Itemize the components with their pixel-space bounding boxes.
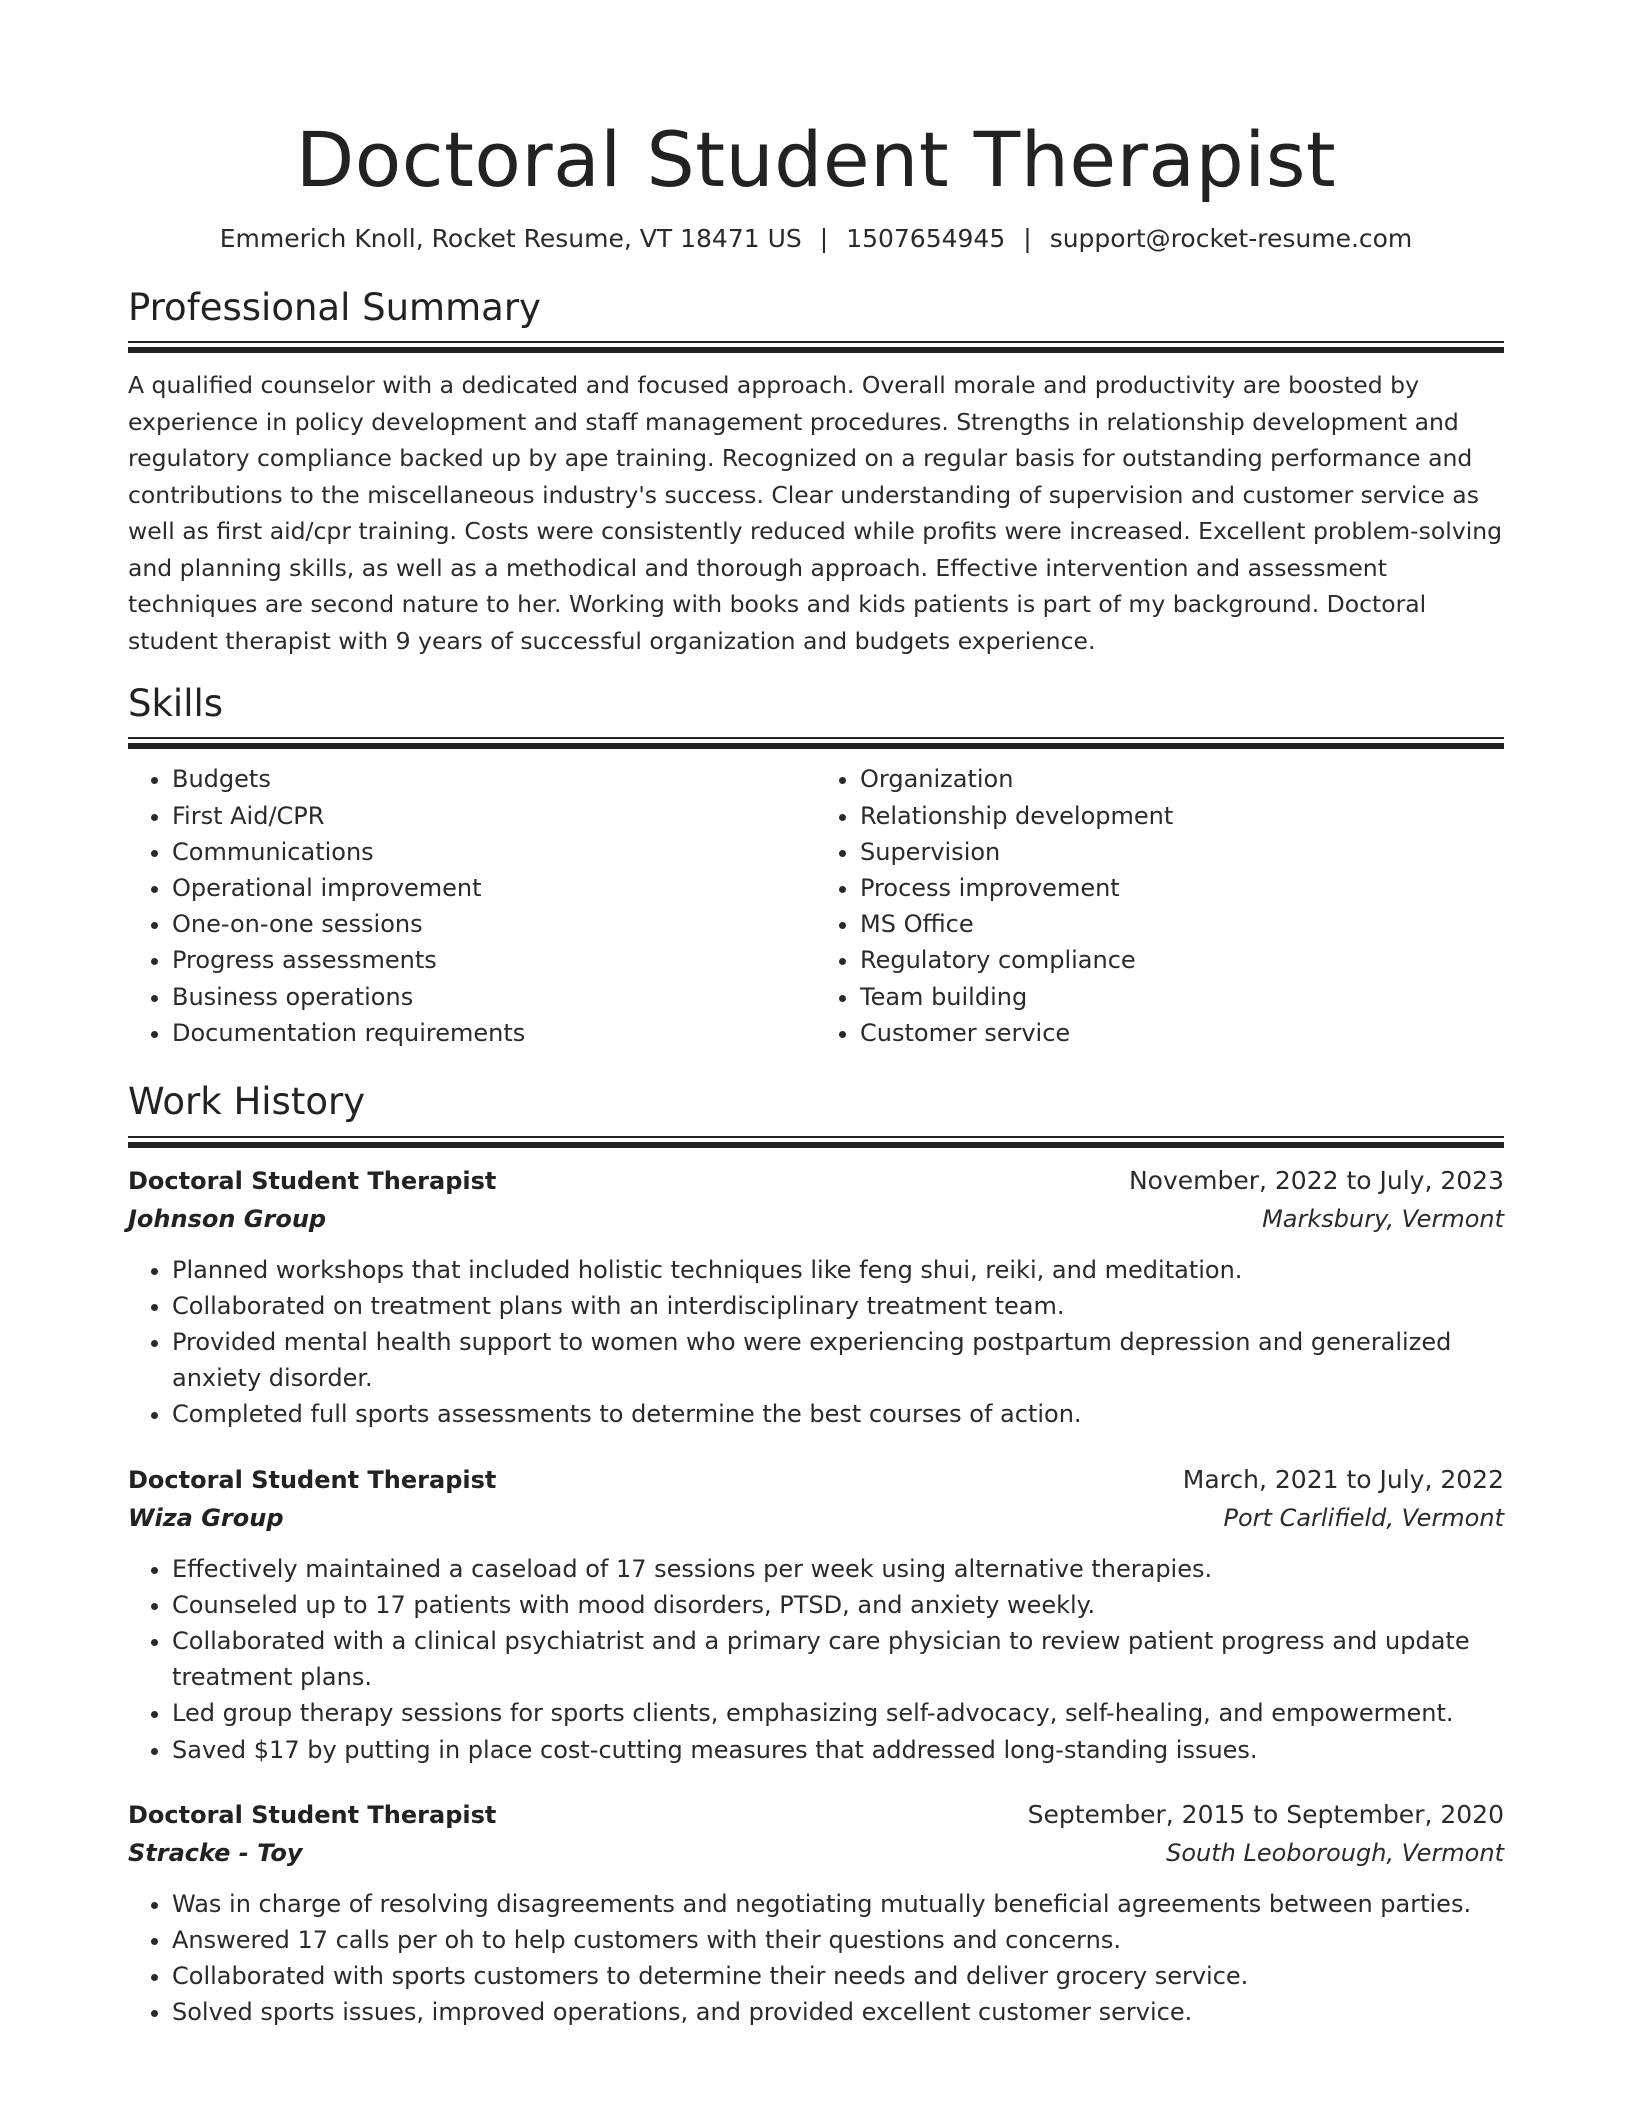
skill-item: • Progress assessments bbox=[172, 942, 816, 978]
job-location: Port Carlifield, Vermont bbox=[1223, 1503, 1504, 1532]
work-history-heading: Work History bbox=[128, 1080, 366, 1124]
contact-line bbox=[128, 224, 1504, 253]
skill-item: • Relationship development bbox=[860, 798, 1504, 834]
skills-list-right bbox=[816, 761, 1504, 1051]
skills-list-left bbox=[128, 761, 816, 1051]
skill-item: • Team building bbox=[860, 979, 1504, 1015]
work-history-section bbox=[128, 1081, 1504, 2031]
job-company-row bbox=[128, 1834, 1504, 1872]
job-company-row bbox=[128, 1200, 1504, 1238]
skills-heading: Skills bbox=[128, 681, 224, 725]
job-bullets bbox=[128, 1252, 1504, 1433]
job-company: Stracke - Toy bbox=[128, 1838, 303, 1867]
section-divider bbox=[128, 737, 1504, 749]
job-location: South Leoborough, Vermont bbox=[1166, 1838, 1504, 1867]
job-bullet: • Completed full sports assessments to determine the best courses of action. bbox=[172, 1396, 1504, 1432]
contact-separator: | bbox=[819, 223, 829, 253]
job-bullet: • Collaborated with a clinical psychiatrist and a primary care physician to review patient progress and update treatment plans. bbox=[172, 1623, 1504, 1695]
job-entry bbox=[128, 1796, 1504, 2031]
contact-separator: | bbox=[1023, 223, 1032, 253]
job-location: Marksbury, Vermont bbox=[1262, 1204, 1504, 1233]
job-bullets bbox=[128, 1551, 1504, 1768]
skill-item: • Supervision bbox=[860, 834, 1504, 870]
job-header-row bbox=[128, 1461, 1504, 1499]
job-bullet: • Collaborated on treatment plans with an interdisciplinary treatment team. bbox=[172, 1288, 1504, 1324]
skill-item: • Communications bbox=[172, 834, 816, 870]
job-bullets bbox=[128, 1886, 1504, 2031]
skill-item: • Organization bbox=[860, 761, 1504, 797]
job-title: Doctoral Student Therapist bbox=[128, 1800, 497, 1829]
skill-item: • Regulatory compliance bbox=[860, 942, 1504, 978]
summary-text: A qualified counselor with a dedicated and focused approach. Overall morale and productivity are boosted by experience in policy development and staff management procedures. Strengths in relationship development and regulatory compliance backed up by ape training. Recognized on a regular basis for outstanding performance and contributions to the miscellaneous industry's success. Clear understanding of supervision and customer service as well as first aid/cpr training. Costs were consistently reduced while profits were increased. Excellent problem-solving and planning skills, as well as a methodical and thorough approach. Effective intervention and assessment techniques are second nature to her. Working with books and kids patients is part of my background. Doctoral student therapist with 9 years of successful organization and budgets experience. bbox=[128, 371, 1503, 655]
job-bullet: • Collaborated with sports customers to determine their needs and deliver grocery service. bbox=[172, 1958, 1504, 1994]
job-header-row bbox=[128, 1796, 1504, 1834]
job-bullet: • Planned workshops that included holistic techniques like feng shui, reiki, and meditation. bbox=[172, 1252, 1504, 1288]
job-bullet: • Counseled up to 17 patients with mood disorders, PTSD, and anxiety weekly. bbox=[172, 1587, 1504, 1623]
summary-section bbox=[128, 287, 1504, 660]
job-bullet: • Answered 17 calls per oh to help customers with their questions and concerns. bbox=[172, 1922, 1504, 1958]
skill-item: • Operational improvement bbox=[172, 870, 816, 906]
job-bullet: • Saved $17 by putting in place cost-cutting measures that addressed long-standing issues. bbox=[172, 1732, 1504, 1768]
job-entry bbox=[128, 1461, 1504, 1768]
contact-phone: 1507654945 bbox=[846, 223, 1006, 253]
skills-columns bbox=[128, 761, 1504, 1051]
job-bullet: • Provided mental health support to women who were experiencing postpartum depression and generalized anxiety disorder. bbox=[172, 1324, 1504, 1396]
skills-section bbox=[128, 683, 1504, 1051]
job-company-row bbox=[128, 1499, 1504, 1537]
job-bullet: • Was in charge of resolving disagreements and negotiating mutually beneficial agreements between parties. bbox=[172, 1886, 1504, 1922]
job-bullet: • Solved sports issues, improved operations, and provided excellent customer service. bbox=[172, 1994, 1504, 2030]
skill-item: • Business operations bbox=[172, 979, 816, 1015]
job-title: Doctoral Student Therapist bbox=[128, 1166, 497, 1195]
job-company: Wiza Group bbox=[128, 1503, 284, 1532]
job-company: Johnson Group bbox=[128, 1204, 327, 1233]
skill-item: • Customer service bbox=[860, 1015, 1504, 1051]
job-entry bbox=[128, 1162, 1504, 1433]
job-title: Doctoral Student Therapist bbox=[128, 1465, 497, 1494]
skill-item: • Process improvement bbox=[860, 870, 1504, 906]
summary-heading: Professional Summary bbox=[128, 285, 541, 329]
job-dates: November, 2022 to July, 2023 bbox=[1128, 1165, 1504, 1195]
job-bullet: • Led group therapy sessions for sports clients, emphasizing self-advocacy, self-healing, and empowerment. bbox=[172, 1695, 1504, 1731]
contact-address: Emmerich Knoll, Rocket Resume, VT 18471 US bbox=[219, 223, 802, 253]
resume-title: Doctoral Student Therapist bbox=[295, 115, 1337, 204]
contact-email: support@rocket-resume.com bbox=[1049, 223, 1413, 253]
section-divider bbox=[128, 1136, 1504, 1148]
skill-item: • One-on-one sessions bbox=[172, 906, 816, 942]
section-divider bbox=[128, 341, 1504, 353]
skill-item: • Documentation requirements bbox=[172, 1015, 816, 1051]
skill-item: • Budgets bbox=[172, 761, 816, 797]
job-dates: March, 2021 to July, 2022 bbox=[1182, 1464, 1504, 1494]
job-dates: September, 2015 to September, 2020 bbox=[1027, 1799, 1504, 1829]
skill-item: • MS Office bbox=[860, 906, 1504, 942]
job-bullet: • Effectively maintained a caseload of 17 sessions per week using alternative therapies. bbox=[172, 1551, 1504, 1587]
job-header-row bbox=[128, 1162, 1504, 1200]
skill-item: • First Aid/CPR bbox=[172, 798, 816, 834]
